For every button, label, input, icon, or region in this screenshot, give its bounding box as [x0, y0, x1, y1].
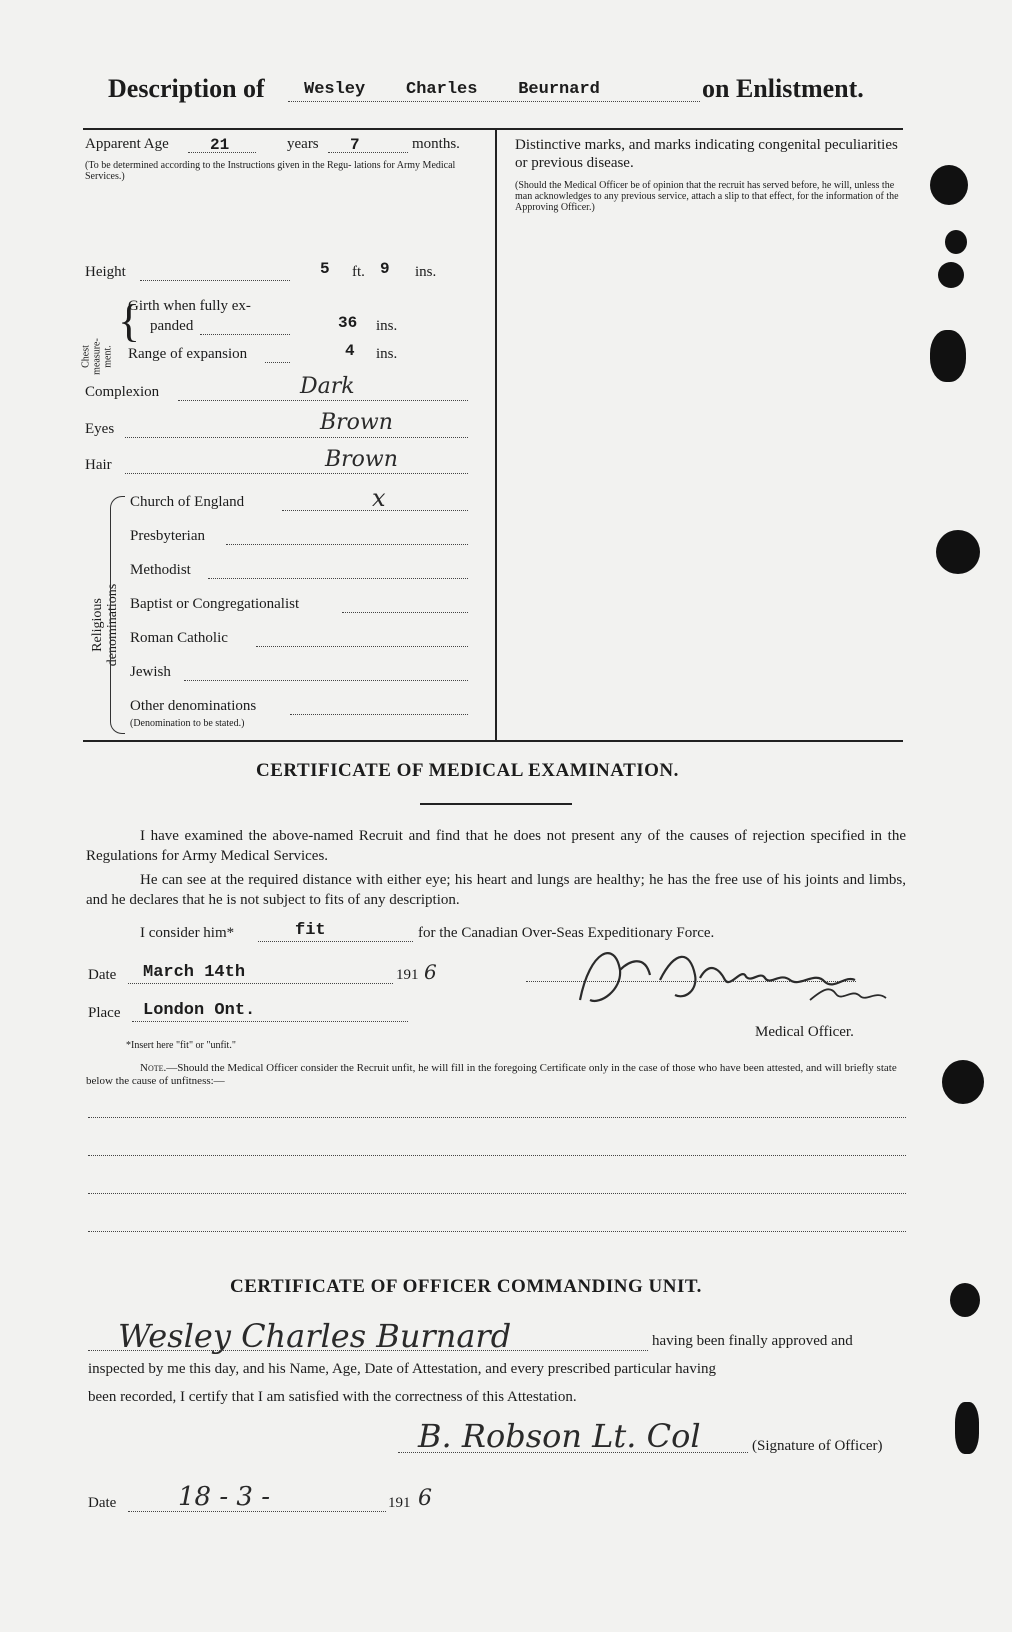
medical-year-digit: 6	[424, 960, 437, 984]
distinctive-marks-label: Distinctive marks, and marks indicating congenital peculiarities or previous disease.	[515, 137, 898, 171]
religion-side-label: Religious denominations	[90, 583, 120, 667]
binder-hole	[930, 165, 968, 205]
commanding-heading: CERTIFICATE OF OFFICER COMMANDING UNIT.	[230, 1276, 702, 1297]
medical-date-label: Date	[88, 967, 117, 983]
binder-hole	[930, 330, 966, 382]
commanding-officer-signature: B. Robson Lt. Col	[418, 1417, 701, 1455]
girth-label-2: panded	[150, 318, 194, 334]
unfit-note	[86, 1062, 906, 1088]
girth-label-1: Girth when fully ex-	[128, 298, 251, 314]
consider-label: I consider him*	[140, 925, 235, 941]
complexion-value: Dark	[300, 374, 355, 399]
religion-item: Presbyterian	[130, 528, 205, 544]
binder-hole	[950, 1283, 980, 1317]
medical-officer-signature-text: A S Duncan	[570, 1025, 580, 1027]
recruit-name: Wesley Charles Beurnard	[304, 80, 600, 99]
religion-item: Other denominations	[130, 698, 257, 714]
age-note: (To be determined according to the Instructions given in the Regu- lations for Army Medical Services.)	[85, 160, 456, 182]
age-months: 7	[350, 136, 360, 154]
commanding-date-label: Date	[88, 1495, 117, 1511]
commanding-recruit-name: Wesley Charles Burnard	[118, 1317, 512, 1355]
height-label: Height	[85, 264, 126, 280]
title-suffix: on Enlistment.	[702, 74, 864, 103]
eyes-value: Brown	[320, 410, 393, 435]
height-ins: 9	[380, 260, 390, 278]
age-label: Apparent Age	[85, 136, 169, 152]
height-ft-unit: ft.	[352, 264, 365, 280]
range-label: Range of expansion	[128, 346, 248, 362]
age-months-unit: months.	[412, 136, 460, 152]
force-label: for the Canadian Over-Seas Expeditionary Force.	[418, 925, 715, 941]
medical-para-1: I have examined the above-named Recruit and find that he does not present any of the causes of rejection specified in the Regulations for Army Medical Services.	[86, 828, 906, 864]
medical-year-prefix: 191	[396, 967, 419, 983]
religion-item: Church of England	[130, 494, 245, 510]
range-value: 4	[345, 342, 355, 360]
medical-date: March 14th	[143, 963, 246, 982]
height-ins-unit: ins.	[415, 264, 437, 280]
distinctive-marks-note: (Should the Medical Officer be of opinion that the recruit has served before, he will, unless the man acknowledges to any previous service, attach a slip to that effect, for the information of the Approving Officer.)	[515, 180, 899, 213]
commanding-year-prefix: 191	[388, 1495, 411, 1511]
religion-item: Jewish	[130, 664, 171, 680]
age-years: 21	[210, 136, 230, 154]
commanding-line-1: having been finally approved and	[652, 1333, 853, 1349]
age-years-unit: years	[287, 136, 319, 152]
hair-label: Hair	[85, 457, 112, 473]
title-prefix: Description of	[108, 74, 265, 103]
binder-hole	[955, 1402, 979, 1454]
commanding-signature-label: (Signature of Officer)	[752, 1438, 883, 1454]
form-title	[108, 74, 265, 104]
unfit-note-text: —Should the Medical Officer consider the Recruit unfit, he will fill in the foregoing Certificate only in the case of those who have been attested, and will briefly state below the cause of unfitness:—	[86, 1062, 897, 1087]
insert-note: *Insert here "fit" or "unfit."	[126, 1040, 236, 1051]
girth-value: 36	[338, 314, 358, 332]
hair-value: Brown	[325, 447, 398, 472]
medical-place: London Ont.	[143, 1001, 256, 1020]
commanding-year-digit: 6	[418, 1486, 432, 1511]
commanding-line-3: been recorded, I certify that I am satisfied with the correctness of this Attestation.	[88, 1389, 577, 1405]
medical-officer-signature	[560, 930, 900, 1030]
complexion-label: Complexion	[85, 384, 160, 400]
commanding-line-2: inspected by me this day, and his Name, Age, Date of Attestation, and every prescribed particular having	[88, 1361, 717, 1377]
chest-side-label: Chest measure- ment.	[80, 338, 114, 375]
fit-value: fit	[295, 921, 326, 940]
medical-officer-label: Medical Officer.	[755, 1024, 854, 1040]
religion-mark: x	[372, 484, 386, 512]
girth-unit: ins.	[376, 318, 398, 334]
medical-place-label: Place	[88, 1005, 121, 1021]
binder-hole	[945, 230, 967, 254]
binder-hole	[936, 530, 980, 574]
binder-hole	[938, 262, 964, 288]
eyes-label: Eyes	[85, 421, 115, 437]
medical-heading: CERTIFICATE OF MEDICAL EXAMINATION.	[256, 760, 679, 781]
unfit-note-prefix: Note.	[140, 1062, 167, 1074]
commanding-date: 18 - 3 -	[178, 1482, 270, 1512]
religion-item: Roman Catholic	[130, 630, 228, 646]
height-ft: 5	[320, 260, 330, 278]
religion-item: Baptist or Congregationalist	[130, 596, 300, 612]
range-unit: ins.	[376, 346, 398, 362]
religion-note: (Denomination to be stated.)	[130, 718, 245, 729]
binder-hole	[942, 1060, 984, 1104]
religion-item: Methodist	[130, 562, 191, 578]
medical-para-2: He can see at the required distance with either eye; his heart and lungs are healthy; he has the free use of his joints and limbs, and he declares that he is not subject to fits of any description.	[86, 872, 906, 908]
